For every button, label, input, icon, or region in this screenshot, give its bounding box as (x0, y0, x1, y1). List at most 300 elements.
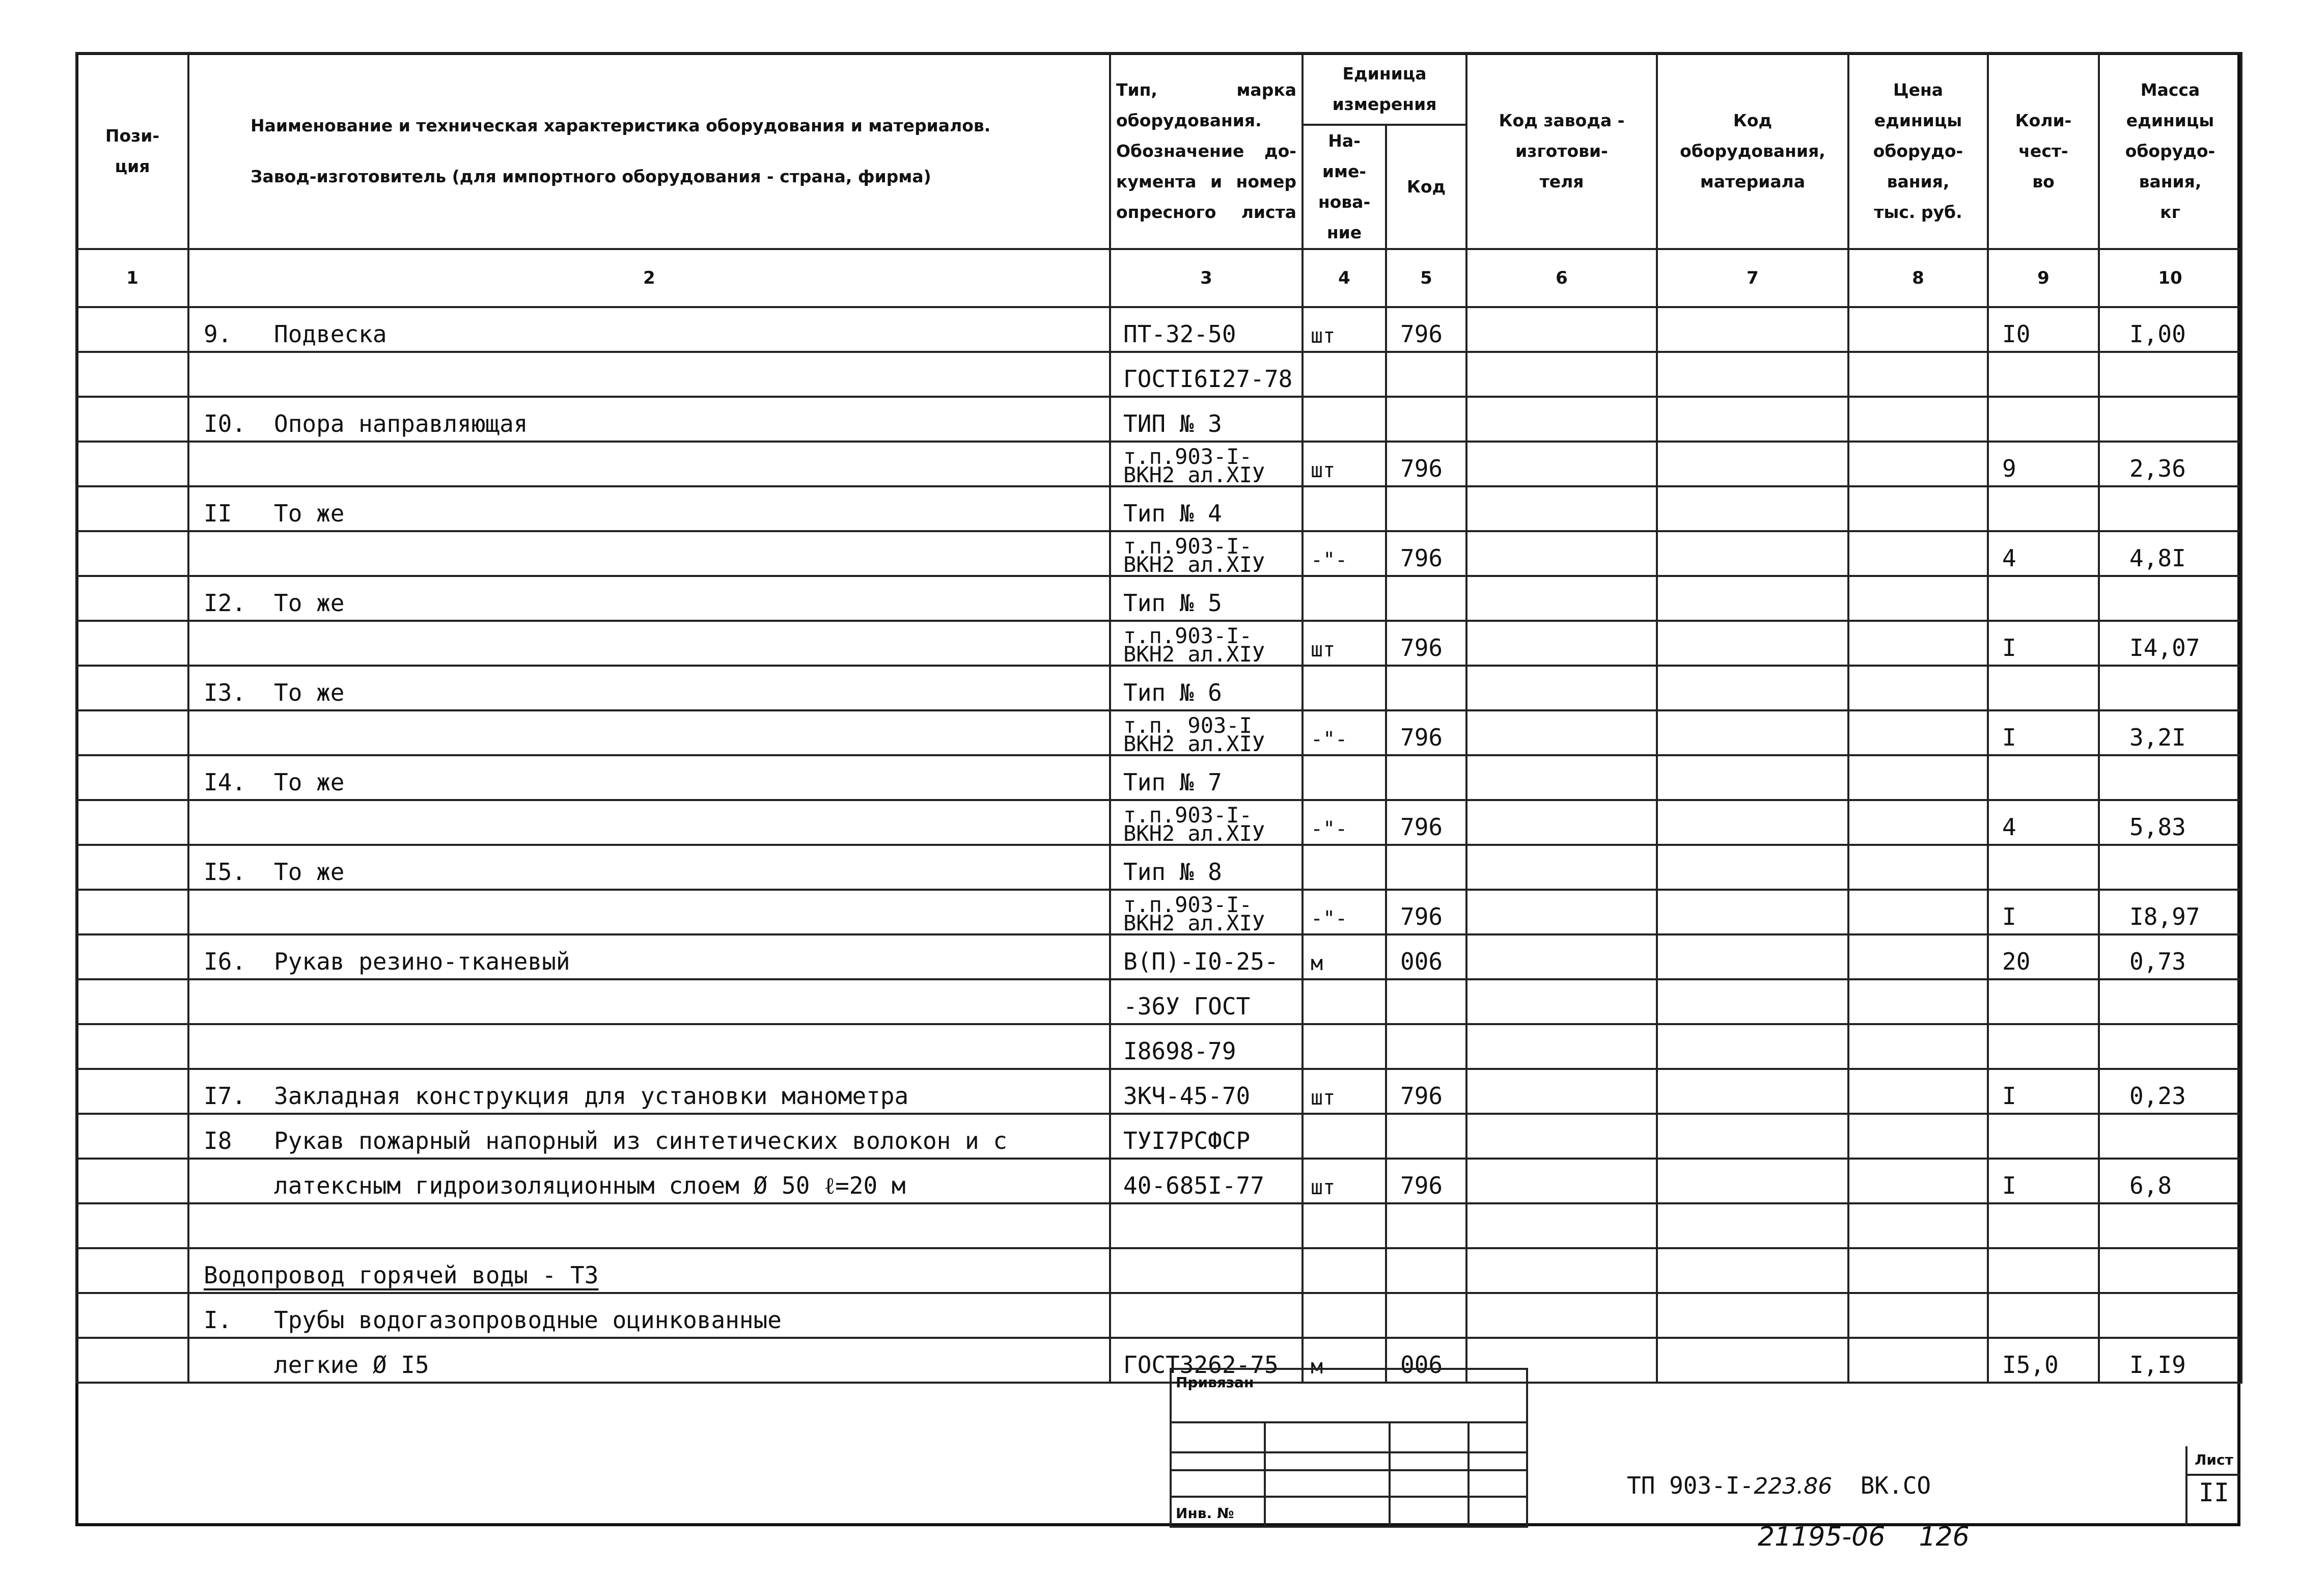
table-row (76, 890, 2241, 934)
type-cell: Тип № 5 (1110, 576, 1303, 621)
equipment-code-cell (1657, 1203, 1848, 1248)
unit-code-cell (1386, 1203, 1466, 1248)
price-cell (1848, 352, 1988, 397)
unit-code-cell (1386, 486, 1466, 531)
header-plant-code: Код завода - изготови- теля (1466, 53, 1657, 249)
unit-name-cell: -"- (1303, 890, 1386, 934)
table-row (76, 710, 2241, 755)
position-cell (76, 979, 188, 1024)
type-cell (1110, 1293, 1303, 1338)
table-row (76, 666, 2241, 710)
position-cell (76, 576, 188, 621)
plant-code-cell (1466, 397, 1657, 442)
table-row (76, 1114, 2241, 1159)
equipment-code-cell (1657, 397, 1848, 442)
plant-code-cell (1466, 576, 1657, 621)
price-cell (1848, 934, 1988, 979)
unit-code-cell: 006 (1386, 934, 1466, 979)
stamp-inventory-label: Инв. № (1171, 1497, 1265, 1527)
unit-code-cell (1386, 755, 1466, 800)
type-cell: В(П)-I0-25- (1110, 934, 1303, 979)
item-name: То же (274, 589, 345, 617)
quantity-cell: 4 (1988, 531, 2099, 576)
section-title: Водопровод горячей воды - Т3 (188, 1248, 1110, 1293)
quantity-cell: I (1988, 621, 2099, 666)
item-name-cell (188, 710, 1110, 755)
plant-code-cell (1466, 800, 1657, 845)
mass-cell (2099, 352, 2241, 397)
table-row (76, 1203, 2241, 1248)
mass-cell: I8,97 (2099, 890, 2241, 934)
column-number: 7 (1657, 249, 1848, 307)
unit-code-cell (1386, 1024, 1466, 1069)
mass-cell: 4,8I (2099, 531, 2241, 576)
plant-code-cell (1466, 531, 1657, 576)
header-mass: Масса единицы оборудо- вания, кг (2099, 53, 2241, 249)
quantity-cell (1988, 755, 2099, 800)
column-number: 6 (1466, 249, 1657, 307)
header-equipment-code: Код оборудования, материала (1657, 53, 1848, 249)
equipment-code-cell (1657, 800, 1848, 845)
plant-code-cell (1466, 845, 1657, 890)
position-cell (76, 486, 188, 531)
item-name-cell (188, 1159, 1110, 1203)
type-cell: т.п.903-I- ВКН2 ал.XIУ (1110, 800, 1303, 845)
type-cell: Тип № 8 (1110, 845, 1303, 890)
quantity-cell: I (1988, 1159, 2099, 1203)
plant-code-cell (1466, 621, 1657, 666)
sheet-number: II (2198, 1478, 2230, 1507)
item-name-cell (188, 1114, 1110, 1159)
equipment-code-cell (1657, 307, 1848, 352)
equipment-code-cell (1657, 1338, 1848, 1383)
header-unit-code: Код (1386, 125, 1466, 249)
position-cell (76, 1069, 188, 1114)
price-cell (1848, 755, 1988, 800)
plant-code-cell (1466, 979, 1657, 1024)
table-row (76, 755, 2241, 800)
document-code-handwritten: 223.86 (1754, 1473, 1833, 1499)
price-cell (1848, 710, 1988, 755)
item-position: I7. (204, 1082, 246, 1110)
mass-cell (2099, 979, 2241, 1024)
table-row (76, 621, 2241, 666)
item-name: Подвеска (274, 320, 387, 348)
plant-code-cell (1466, 1293, 1657, 1338)
item-name: То же (274, 858, 345, 886)
mass-cell (2099, 1203, 2241, 1248)
table-row (76, 1159, 2241, 1203)
stamp-attached-label: Привязан (1171, 1369, 1527, 1422)
unit-name-cell (1303, 845, 1386, 890)
unit-name-cell: -"- (1303, 531, 1386, 576)
price-cell (1848, 890, 1988, 934)
unit-name-cell: м (1303, 934, 1386, 979)
column-number: 3 (1110, 249, 1303, 307)
item-name: Опора направляющая (274, 410, 528, 437)
item-name-cell (188, 755, 1110, 800)
position-cell (76, 397, 188, 442)
price-cell (1848, 1114, 1988, 1159)
equipment-code-cell (1657, 531, 1848, 576)
price-cell (1848, 1069, 1988, 1114)
price-cell (1848, 531, 1988, 576)
item-name-cell (188, 890, 1110, 934)
attachment-stamp (1170, 1368, 1528, 1528)
equipment-code-cell (1657, 621, 1848, 666)
mass-cell (2099, 486, 2241, 531)
type-cell: ПТ-32-50 (1110, 307, 1303, 352)
position-cell (76, 1338, 188, 1383)
type-cell: ЗКЧ-45-70 (1110, 1069, 1303, 1114)
header-unit-name: На- име- нова- ние (1303, 125, 1386, 249)
equipment-code-cell (1657, 934, 1848, 979)
equipment-code-cell (1657, 890, 1848, 934)
type-cell: т.п.903-I- ВКН2 ал.XIУ (1110, 442, 1303, 486)
unit-code-cell (1386, 576, 1466, 621)
position-cell (76, 1159, 188, 1203)
unit-code-cell: 796 (1386, 1159, 1466, 1203)
plant-code-cell (1466, 1159, 1657, 1203)
equipment-code-cell (1657, 845, 1848, 890)
column-number: 4 (1303, 249, 1386, 307)
unit-name-cell (1303, 755, 1386, 800)
plant-code-cell (1466, 486, 1657, 531)
quantity-cell (1988, 1024, 2099, 1069)
price-cell (1848, 307, 1988, 352)
header-name: Наименование и техническая характеристика оборудования и материалов. Завод-изготовитель (для импортного оборудования - страна, фирма) (188, 53, 1110, 249)
table-row (76, 1338, 2241, 1383)
table-row (76, 352, 2241, 397)
unit-name-cell (1303, 979, 1386, 1024)
specification-table (75, 52, 2242, 1384)
position-cell (76, 890, 188, 934)
document-code: ТП 903-I-223.86 ВК.СО (1627, 1472, 1931, 1499)
item-name-cell (188, 397, 1110, 442)
item-name-cell (188, 845, 1110, 890)
type-cell: т.п. 903-I ВКН2 ал.XIУ (1110, 710, 1303, 755)
equipment-code-cell (1657, 666, 1848, 710)
table-row (76, 1293, 2241, 1338)
unit-name-cell (1303, 352, 1386, 397)
sheet-label: Лист (2187, 1446, 2240, 1476)
unit-name-cell (1303, 1293, 1386, 1338)
item-name-cell (188, 1293, 1110, 1338)
unit-name-cell (1303, 1114, 1386, 1159)
plant-code-cell (1466, 1069, 1657, 1114)
unit-code-cell: 796 (1386, 621, 1466, 666)
mass-cell (2099, 755, 2241, 800)
item-position: I2. (204, 589, 246, 617)
type-cell: ТУI7РСФСР (1110, 1114, 1303, 1159)
mass-cell (2099, 1114, 2241, 1159)
quantity-cell (1988, 1114, 2099, 1159)
position-cell (76, 666, 188, 710)
mass-cell: 6,8 (2099, 1159, 2241, 1203)
item-name-cell (188, 576, 1110, 621)
mass-cell: I,I9 (2099, 1338, 2241, 1383)
quantity-cell (1988, 352, 2099, 397)
unit-code-cell (1386, 1114, 1466, 1159)
sheet-number-box (2185, 1446, 2240, 1526)
quantity-cell (1988, 397, 2099, 442)
price-cell (1848, 666, 1988, 710)
item-name: Закладная конструкция для установки манометра (274, 1082, 909, 1110)
type-cell: ГОСТI6I27-78 (1110, 352, 1303, 397)
plant-code-cell (1466, 755, 1657, 800)
unit-code-cell: 796 (1386, 307, 1466, 352)
table-row (76, 307, 2241, 352)
quantity-cell (1988, 576, 2099, 621)
header-type: Тип, марка оборудования. Обозначение до- кумента и номер опресного листа (1110, 53, 1303, 249)
unit-name-cell: шт (1303, 307, 1386, 352)
unit-name-cell: шт (1303, 1159, 1386, 1203)
unit-name-cell (1303, 576, 1386, 621)
item-position: I. (204, 1306, 232, 1334)
quantity-cell (1988, 1293, 2099, 1338)
price-cell (1848, 486, 1988, 531)
item-name: То же (274, 768, 345, 796)
quantity-cell (1988, 486, 2099, 531)
item-name-cell (188, 442, 1110, 486)
equipment-code-cell (1657, 755, 1848, 800)
table-row (76, 1024, 2241, 1069)
item-name-cell (188, 1024, 1110, 1069)
item-position: I3. (204, 679, 246, 706)
item-name: Рукав пожарный напорный из синтетических волокон и с (274, 1127, 1008, 1154)
unit-code-cell: 796 (1386, 710, 1466, 755)
table-row (76, 442, 2241, 486)
mass-cell: I4,07 (2099, 621, 2241, 666)
position-cell (76, 710, 188, 755)
equipment-code-cell (1657, 1159, 1848, 1203)
unit-name-cell: шт (1303, 1069, 1386, 1114)
mass-cell (2099, 1024, 2241, 1069)
position-cell (76, 1114, 188, 1159)
price-cell (1848, 1338, 1988, 1383)
price-cell (1848, 979, 1988, 1024)
position-cell (76, 531, 188, 576)
table-row (76, 531, 2241, 576)
unit-code-cell: 796 (1386, 442, 1466, 486)
unit-code-cell: 796 (1386, 531, 1466, 576)
unit-name-cell (1303, 1024, 1386, 1069)
type-cell: Тип № 4 (1110, 486, 1303, 531)
equipment-code-cell (1657, 1293, 1848, 1338)
type-cell: 40-685I-77 (1110, 1159, 1303, 1203)
price-cell (1848, 1203, 1988, 1248)
equipment-code-cell (1657, 352, 1848, 397)
column-number: 2 (188, 249, 1110, 307)
quantity-cell: I (1988, 710, 2099, 755)
item-position: II (204, 500, 232, 527)
table-row (76, 1248, 2241, 1293)
position-cell (76, 307, 188, 352)
type-cell (1110, 1203, 1303, 1248)
plant-code-cell (1466, 307, 1657, 352)
header-unit: Единица измерения (1303, 53, 1466, 125)
mass-cell: 2,36 (2099, 442, 2241, 486)
quantity-cell: 4 (1988, 800, 2099, 845)
table-row (76, 979, 2241, 1024)
item-name-cell (188, 307, 1110, 352)
quantity-cell: I5,0 (1988, 1338, 2099, 1383)
item-name-cell (188, 531, 1110, 576)
plant-code-cell (1466, 890, 1657, 934)
item-name-cell (188, 1338, 1110, 1383)
item-name: То же (274, 500, 345, 527)
price-cell (1848, 1293, 1988, 1338)
item-name-cell (188, 979, 1110, 1024)
unit-name-cell: шт (1303, 621, 1386, 666)
table-row (76, 845, 2241, 890)
price-cell (1848, 621, 1988, 666)
quantity-cell: I (1988, 890, 2099, 934)
item-name: Рукав резино-тканевый (274, 948, 570, 975)
price-cell (1848, 442, 1988, 486)
equipment-code-cell (1657, 710, 1848, 755)
unit-name-cell: -"- (1303, 800, 1386, 845)
equipment-code-cell (1657, 442, 1848, 486)
column-number: 8 (1848, 249, 1988, 307)
mass-cell (2099, 397, 2241, 442)
table-row (76, 576, 2241, 621)
type-cell: ТИП № 3 (1110, 397, 1303, 442)
item-name-cell (188, 800, 1110, 845)
unit-code-cell: 796 (1386, 800, 1466, 845)
plant-code-cell (1466, 1203, 1657, 1248)
mass-cell (2099, 576, 2241, 621)
position-cell (76, 1024, 188, 1069)
position-cell (76, 755, 188, 800)
type-cell: т.п.903-I- ВКН2 ал.XIУ (1110, 621, 1303, 666)
item-name-cell (188, 352, 1110, 397)
price-cell (1848, 800, 1988, 845)
position-cell (76, 442, 188, 486)
handwritten-note: 21195-06 126 (1758, 1522, 1970, 1552)
item-name-cell (188, 486, 1110, 531)
header-price: Цена единицы оборудо- вания, тыс. руб. (1848, 53, 1988, 249)
table-row (76, 397, 2241, 442)
equipment-code-cell (1657, 486, 1848, 531)
table-row (76, 800, 2241, 845)
item-position: I8 (204, 1127, 232, 1154)
quantity-cell: I0 (1988, 307, 2099, 352)
table-row (76, 934, 2241, 979)
equipment-code-cell (1657, 979, 1848, 1024)
plant-code-cell (1466, 442, 1657, 486)
quantity-cell: 9 (1988, 442, 2099, 486)
item-position: I0. (204, 410, 246, 437)
unit-name-cell: -"- (1303, 710, 1386, 755)
price-cell (1848, 845, 1988, 890)
quantity-cell (1988, 979, 2099, 1024)
item-name-cell (188, 934, 1110, 979)
equipment-code-cell (1657, 1114, 1848, 1159)
unit-name-cell (1303, 666, 1386, 710)
price-cell (1848, 397, 1988, 442)
quantity-cell (1988, 666, 2099, 710)
header-position: Пози- ция (76, 53, 188, 249)
equipment-code-cell (1657, 1024, 1848, 1069)
unit-code-cell (1386, 397, 1466, 442)
mass-cell: 0,23 (2099, 1069, 2241, 1114)
type-cell: -36У ГОСТ (1110, 979, 1303, 1024)
mass-cell (2099, 845, 2241, 890)
item-name-cell (188, 621, 1110, 666)
item-name-cell (188, 1069, 1110, 1114)
header-quantity: Коли- чест- во (1988, 53, 2099, 249)
unit-code-cell (1386, 352, 1466, 397)
mass-cell: 5,83 (2099, 800, 2241, 845)
table-row (76, 1069, 2241, 1114)
type-cell: т.п.903-I- ВКН2 ал.XIУ (1110, 890, 1303, 934)
plant-code-cell (1466, 710, 1657, 755)
position-cell (76, 1203, 188, 1248)
quantity-cell (1988, 1203, 2099, 1248)
type-cell: Тип № 6 (1110, 666, 1303, 710)
quantity-cell: 20 (1988, 934, 2099, 979)
position-cell (76, 845, 188, 890)
type-cell: ГОСТ3262-75 (1110, 1338, 1303, 1383)
mass-cell (2099, 1293, 2241, 1338)
price-cell (1848, 1159, 1988, 1203)
equipment-code-cell (1657, 1069, 1848, 1114)
quantity-cell: I (1988, 1069, 2099, 1114)
unit-name-cell: м (1303, 1338, 1386, 1383)
unit-code-cell: 006 (1386, 1338, 1466, 1383)
plant-code-cell (1466, 934, 1657, 979)
unit-code-cell: 796 (1386, 890, 1466, 934)
position-cell (76, 800, 188, 845)
unit-code-cell (1386, 1293, 1466, 1338)
item-name-cell (188, 1203, 1110, 1248)
position-cell (76, 1293, 188, 1338)
item-name: легкие Ø I5 (274, 1351, 429, 1379)
item-position: I4. (204, 768, 246, 796)
item-name: То же (274, 679, 345, 706)
equipment-code-cell (1657, 576, 1848, 621)
mass-cell (2099, 666, 2241, 710)
unit-name-cell (1303, 397, 1386, 442)
column-number: 10 (2099, 249, 2241, 307)
item-position: 9. (204, 320, 232, 348)
unit-code-cell (1386, 979, 1466, 1024)
unit-name-cell (1303, 486, 1386, 531)
column-number: 9 (1988, 249, 2099, 307)
table-row (76, 486, 2241, 531)
unit-code-cell (1386, 845, 1466, 890)
item-position: I5. (204, 858, 246, 886)
plant-code-cell (1466, 1024, 1657, 1069)
type-cell: I8698-79 (1110, 1024, 1303, 1069)
position-cell (76, 934, 188, 979)
item-name: Трубы водогазопроводные оцинкованные (274, 1306, 782, 1334)
type-cell: т.п.903-I- ВКН2 ал.XIУ (1110, 531, 1303, 576)
mass-cell: I,00 (2099, 307, 2241, 352)
item-name-cell (188, 666, 1110, 710)
unit-name-cell (1303, 1203, 1386, 1248)
plant-code-cell (1466, 1114, 1657, 1159)
price-cell (1848, 1024, 1988, 1069)
item-name: латексным гидроизоляционным слоем Ø 50 ℓ=20 м (274, 1172, 906, 1199)
column-number: 1 (76, 249, 188, 307)
plant-code-cell (1466, 352, 1657, 397)
plant-code-cell (1466, 666, 1657, 710)
position-cell (76, 352, 188, 397)
price-cell (1848, 576, 1988, 621)
item-position: I6. (204, 948, 246, 975)
